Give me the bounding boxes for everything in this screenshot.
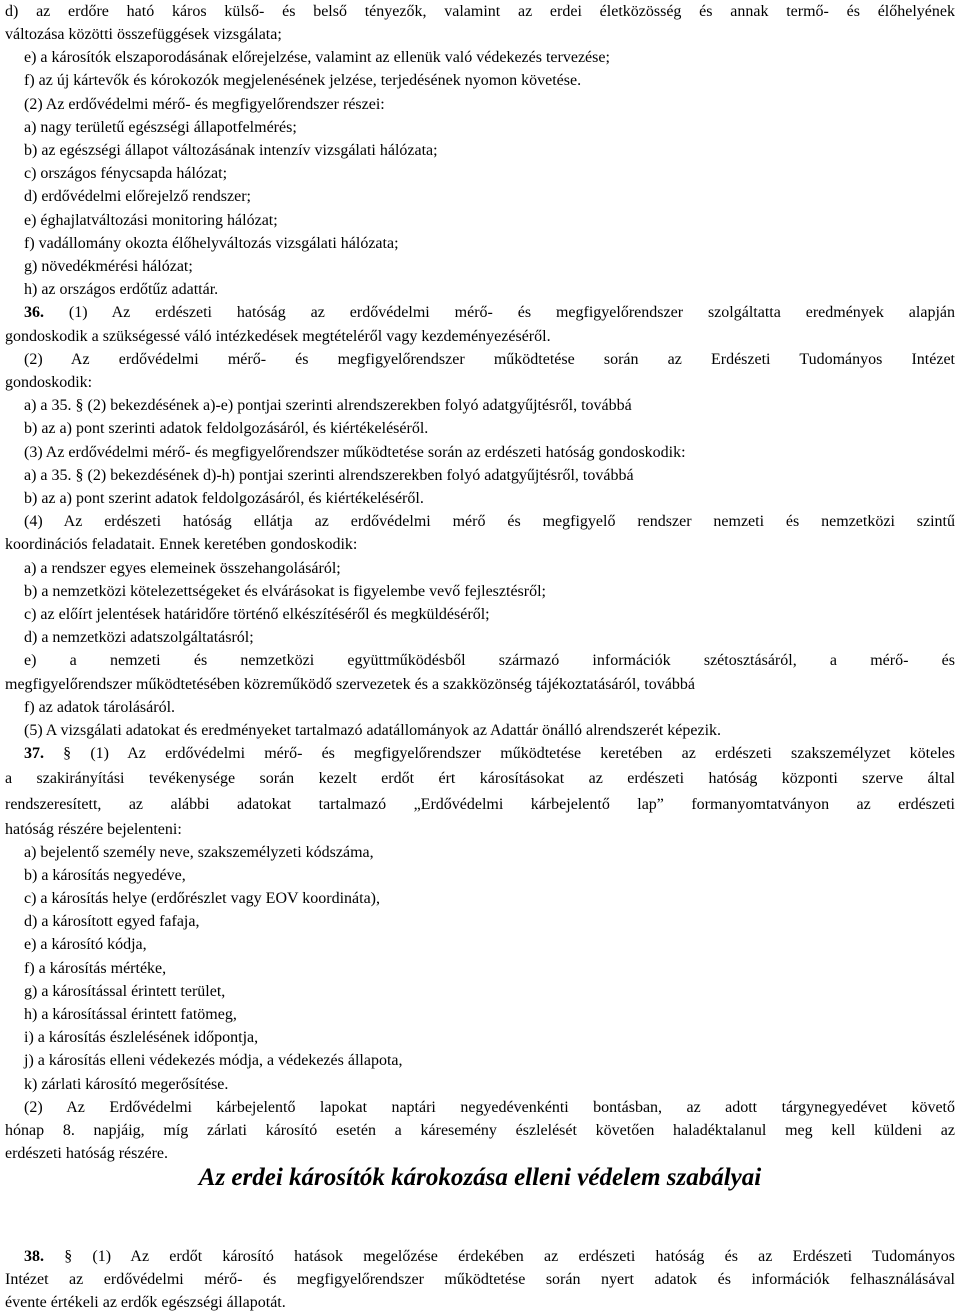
section-heading: Az erdei károsítók károkozása elleni védelem szabályai	[198, 1164, 762, 1191]
text-line: c) országos fénycsapda hálózat;	[24, 165, 228, 182]
text-line: (5) A vizsgálati adatokat és eredményeket tartalmazó adatállományok az Adattár önálló alrendszerét képezik.	[24, 722, 722, 739]
text-line: b) az egészségi állapot változásának intenzív vizsgálati hálózata;	[24, 142, 438, 159]
text-line: hónap 8. napjáig, míg zárlati károsító esetén a káresemény észlelését követően haladéktalanul meg kell küldeni az	[5, 1122, 955, 1139]
text-line: b) a károsítás negyedéve,	[24, 867, 186, 884]
text-line: rendszeresített, az alábbi adatokat tartalmazó „Erdővédelmi kárbejelentő lap” formanyomtatványon az erdészeti	[5, 796, 955, 813]
text-line: h) az országos erdőtűz adattár.	[24, 281, 219, 298]
text-line: (2) Az erdővédelmi mérő- és megfigyelőrendszer részei:	[24, 96, 385, 113]
text-line: a) bejelentő személy neve, szakszemélyzeti kódszáma,	[24, 844, 374, 861]
text-line: gondoskodik a szükségessé váló intézkedések megtételéről vagy kezdeményezéséről.	[5, 328, 551, 345]
text-line: d) az erdőre ható káros külső- és belső tényezők, valamint az erdei életközösség és annak termő- és élőhelyének	[5, 3, 955, 20]
text-line: i) a károsítás észlelésének időpontja,	[24, 1029, 259, 1046]
text-line: e) éghajlatváltozási monitoring hálózat;	[24, 212, 278, 229]
section-number: 37.	[24, 745, 44, 762]
section-number: 38.	[24, 1248, 44, 1265]
text-line: c) a károsítás helye (erdőrészlet vagy EOV koordináta),	[24, 890, 381, 907]
text-line: változása közötti összefüggések vizsgálata;	[5, 26, 282, 43]
text-line: (4) Az erdészeti hatóság ellátja az erdővédelmi mérő és megfigyelő rendszer nemzeti és nemzetközi szintű	[24, 513, 955, 530]
text-line: e) a nemzeti és nemzetközi együttműködésből származó információk szétosztásáról, a mérő- és	[24, 652, 955, 669]
text-line: b) az a) pont szerinti adatok feldolgozásáról, és kiértékeléséről.	[24, 420, 429, 437]
text-line: évente értékeli az erdők egészségi állapotát.	[5, 1294, 286, 1311]
section-number: 36.	[24, 304, 44, 321]
text-line: h) a károsítással érintett fatömeg,	[24, 1006, 237, 1023]
text-line: (2) Az Erdővédelmi kárbejelentő lapokat naptári negyedévenkénti bontásban, az adott tárgynegyedévet követő	[24, 1099, 955, 1116]
text-line: hatóság részére bejelenteni:	[5, 821, 182, 838]
text-line: a) nagy területű egészségi állapotfelmérés;	[24, 119, 297, 136]
text-line: d) a nemzetközi adatszolgáltatásról;	[24, 629, 254, 646]
text-line: j) a károsítás elleni védekezés módja, a védekezés állapota,	[24, 1052, 403, 1069]
text-line: g) növedékmérési hálózat;	[24, 258, 193, 275]
text-line: f) vadállomány okozta élőhelyváltozás vizsgálati hálózata;	[24, 235, 399, 252]
text-line: a) a 35. § (2) bekezdésének d)-h) pontjai szerinti alrendszerekben folyó adatgyűjtésről, továbbá	[24, 467, 634, 484]
text-line: f) az adatok tárolásáról.	[24, 699, 176, 716]
text-line: c) az előírt jelentések határidőre történő elkészítéséről és megküldéséről;	[24, 606, 490, 623]
text-line: f) a károsítás mértéke,	[24, 960, 167, 977]
text-line: gondoskodik:	[5, 374, 93, 391]
text-line: a) a 35. § (2) bekezdésének a)-e) pontjai szerinti alrendszerekben folyó adatgyűjtésről, továbbá	[24, 397, 632, 414]
section-37-line: 37. § (1) Az erdővédelmi mérő- és megfigyelőrendszer működtetése keretében az erdészeti szakszemélyzet köteles	[24, 745, 955, 762]
text-line: d) a károsított egyed fafaja,	[24, 913, 200, 930]
text-line: (3) Az erdővédelmi mérő- és megfigyelőrendszer működtetése során az erdészeti hatóság gondoskodik:	[24, 444, 686, 461]
text-line: megfigyelőrendszer működtetésében közreműködő szervezetek és a szakközönség tájékoztatásáról, továbbá	[5, 676, 695, 693]
text-line: b) az a) pont szerint adatok feldolgozásáról, és kiértékeléséről.	[24, 490, 424, 507]
text-line: d) erdővédelmi előrejelző rendszer;	[24, 188, 251, 205]
text-line: Intézet az erdővédelmi mérő- és megfigyelőrendszer működtetése során nyert adatok és információk felhasználásával	[5, 1271, 955, 1288]
text-line: k) zárlati károsító megerősítése.	[24, 1076, 229, 1093]
text-line: f) az új kártevők és kórokozók megjelenésének jelzése, terjedésének nyomon követése.	[24, 72, 582, 89]
text-line: g) a károsítással érintett terület,	[24, 983, 226, 1000]
section-38-line: 38. § (1) Az erdőt károsító hatások megelőzése érdekében az erdészeti hatóság és az Erdészeti Tudományos	[24, 1248, 955, 1265]
text-line: a) a rendszer egyes elemeinek összehangolásáról;	[24, 560, 341, 577]
text-line: koordinációs feladatait. Ennek keretében gondoskodik:	[5, 536, 358, 553]
text-line: (2) Az erdővédelmi mérő- és megfigyelőrendszer működtetése során az Erdészeti Tudományos Intézet	[24, 351, 955, 368]
section-36-line: 36. (1) Az erdészeti hatóság az erdővédelmi mérő- és megfigyelőrendszer szolgáltatta eredmények alapján	[24, 304, 955, 321]
text-line: erdészeti hatóság részére.	[5, 1145, 169, 1162]
text-line: b) a nemzetközi kötelezettségeket és elvárásokat is figyelembe vevő fejlesztésről;	[24, 583, 546, 600]
text-line: e) a károsítók elszaporodásának előrejelzése, valamint az ellenük való védekezés tervezése;	[24, 49, 610, 66]
text-line: e) a károsító kódja,	[24, 936, 147, 953]
text-line: a szakirányítási tevékenysége során kezelt erdőt ért károsításokat az erdészeti hatóság központi szerve által	[5, 770, 955, 787]
